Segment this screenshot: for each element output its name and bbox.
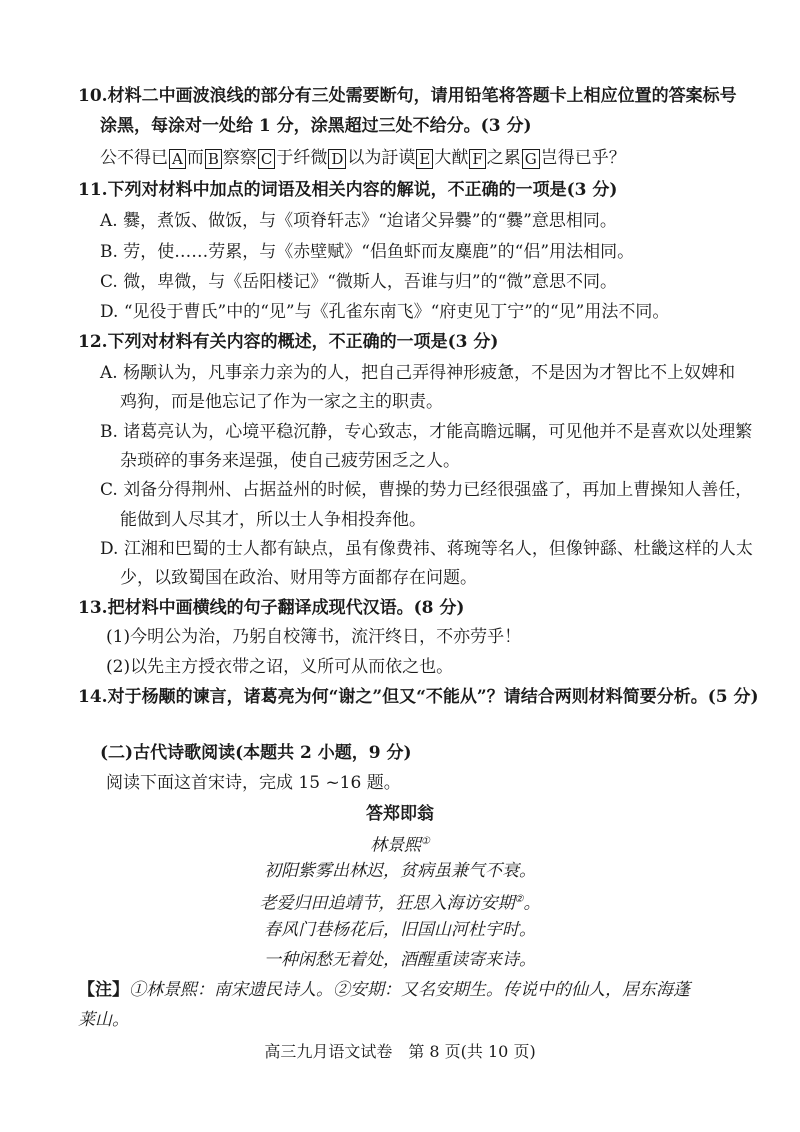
q12-option-c-line2: 能做到人尽其才，所以士人争相投奔他。 — [120, 510, 426, 530]
poem-line-2-text: 老爱归田追靖节，狂思入海访安期 — [259, 893, 515, 914]
q12-option-a-line2: 鸡狗，而是他忘记了作为一家之主的职责。 — [120, 392, 443, 412]
q12-stem-line — [78, 330, 498, 354]
note-mark-2: ② — [514, 894, 524, 905]
q10-part-0: 公不得已 — [100, 148, 168, 168]
poem-line-2-end: 。 — [523, 893, 541, 914]
note-mark-1: ① — [421, 836, 430, 847]
q13-stem: 把材料中画横线的句子翻译成现代汉语。(8 分) — [107, 598, 465, 618]
q13-stem-line — [78, 596, 464, 620]
answer-box-b[interactable]: B — [205, 149, 222, 169]
q12-option-c-line1: C. 刘备分得荆州、占据益州的时候，曹操的势力已经很强盛了，再加上曹操知人善任， — [100, 480, 753, 500]
q11-number: 11. — [78, 180, 108, 200]
q11-option-b: B. 劳，使……劳累，与《赤壁赋》“侣鱼虾而友麋鹿”的“侣”用法相同。 — [100, 242, 635, 262]
poem-line-1: 初阳紫雾出林迟，贫病虽兼气不衰。 — [264, 861, 536, 881]
q11-option-d: D. “见役于曹氏”中的“见”与《孔雀东南飞》“府吏见丁宁”的“见”用法不同。 — [100, 302, 670, 322]
q12-option-a-line1: A. 杨颙认为，凡事亲力亲为的人，把自己弄得神形疲惫，不是因为才智比不上奴婢和 — [100, 363, 736, 383]
poem-title: 答郑即翁 — [366, 804, 434, 824]
q12-stem: 下列对材料有关内容的概述，不正确的一项是(3 分) — [107, 332, 499, 352]
q14-number: 14. — [78, 687, 108, 707]
q10-part-6: 之累 — [486, 148, 521, 168]
q11-stem-line — [78, 178, 617, 202]
q14-stem: 对于杨颙的谏言，诸葛亮为何“谢之”但又“不能从”？请结合两则材料简要分析。(5 分) — [107, 687, 759, 707]
q12-option-d-line1: D. 江湘和巴蜀的士人都有缺点，虽有像费祎、蒋琬等名人，但像钟繇、杜畿这样的人太 — [100, 539, 753, 559]
q14-stem-line — [78, 685, 759, 709]
q10-part-5: 大猷 — [434, 148, 469, 168]
notes-label: 【注】 — [78, 980, 129, 1000]
section2-heading: (二)古代诗歌阅读(本题共 2 小题，9 分) — [100, 743, 412, 763]
notes-line2: 莱山。 — [78, 1010, 129, 1030]
q12-option-b-line2: 杂琐碎的事务来逞强，使自己疲劳困乏之人。 — [120, 451, 460, 471]
q12-number: 12. — [78, 332, 108, 352]
notes-line1 — [78, 978, 690, 1002]
answer-box-c[interactable]: C — [258, 149, 275, 169]
answer-box-e[interactable]: E — [416, 149, 433, 169]
poem-author-line — [0, 830, 800, 858]
q13-number: 13. — [78, 598, 108, 618]
q11-option-c: C. 微，卑微，与《岳阳楼记》“微斯人，吾谁与归”的“微”意思不同。 — [100, 272, 617, 292]
q11-option-a: A. 爨，煮饭、做饭，与《项脊轩志》“迨诸父异爨”的“爨”意思相同。 — [100, 211, 617, 231]
poem-author: 林景熙 — [370, 835, 422, 856]
q10-passage — [100, 146, 626, 170]
answer-box-a[interactable]: A — [169, 149, 186, 169]
q12-option-b-line1: B. 诸葛亮认为，心境平稳沉静，专心致志，才能高瞻远瞩，可见他并不是喜欢以处理繁 — [100, 422, 753, 442]
answer-box-d[interactable]: D — [328, 149, 346, 169]
q10-part-7: 岂得已乎？ — [540, 148, 626, 168]
q12-option-d-line2: 少，以致蜀国在政治、财用等方面都存在问题。 — [120, 568, 477, 588]
q10-part-1: 而 — [186, 148, 204, 168]
answer-box-g[interactable]: G — [522, 149, 540, 169]
poem-line-3: 春风门巷杨花后，旧国山河杜宇时。 — [264, 920, 536, 940]
poem-line-4: 一种闲愁无着处，酒醒重读寄来诗。 — [264, 950, 536, 970]
q10-part-2: 察察 — [222, 148, 257, 168]
answer-box-f[interactable]: F — [469, 149, 485, 169]
q10-line1 — [78, 84, 737, 108]
q10-part-3: 于纤微 — [276, 148, 328, 168]
q10-text-1: 材料二中画波浪线的部分有三处需要断句，请用铅笔将答题卡上相应位置的答案标号 — [107, 86, 737, 106]
q10-number: 10. — [78, 86, 108, 106]
q13-item2: (2)以先主方授衣带之诏，义所可从而依之也。 — [106, 657, 454, 677]
q13-item1: (1)今明公为治，乃躬自校簿书，流汗终日，不亦劳乎！ — [106, 627, 522, 647]
notes-text-1: ①林景熙：南宋遗民诗人。②安期：又名安期生。传说中的仙人，居东海蓬 — [129, 980, 690, 1000]
poem-line-2 — [0, 888, 800, 916]
q10-part-4: 以为訏谟 — [347, 148, 416, 168]
q10-text-2: 涂黑，每涂对一处给 1 分，涂黑超过三处不给分。(3 分) — [100, 116, 532, 136]
page-footer: 高三九月语文试卷 第 8 页(共 10 页) — [264, 1042, 536, 1061]
q10-line2 — [100, 114, 532, 138]
section2-instruction: 阅读下面这首宋诗，完成 15 ~16 题。 — [106, 773, 401, 793]
q11-stem: 下列对材料中加点的词语及相关内容的解说，不正确的一项是(3 分) — [107, 180, 618, 200]
